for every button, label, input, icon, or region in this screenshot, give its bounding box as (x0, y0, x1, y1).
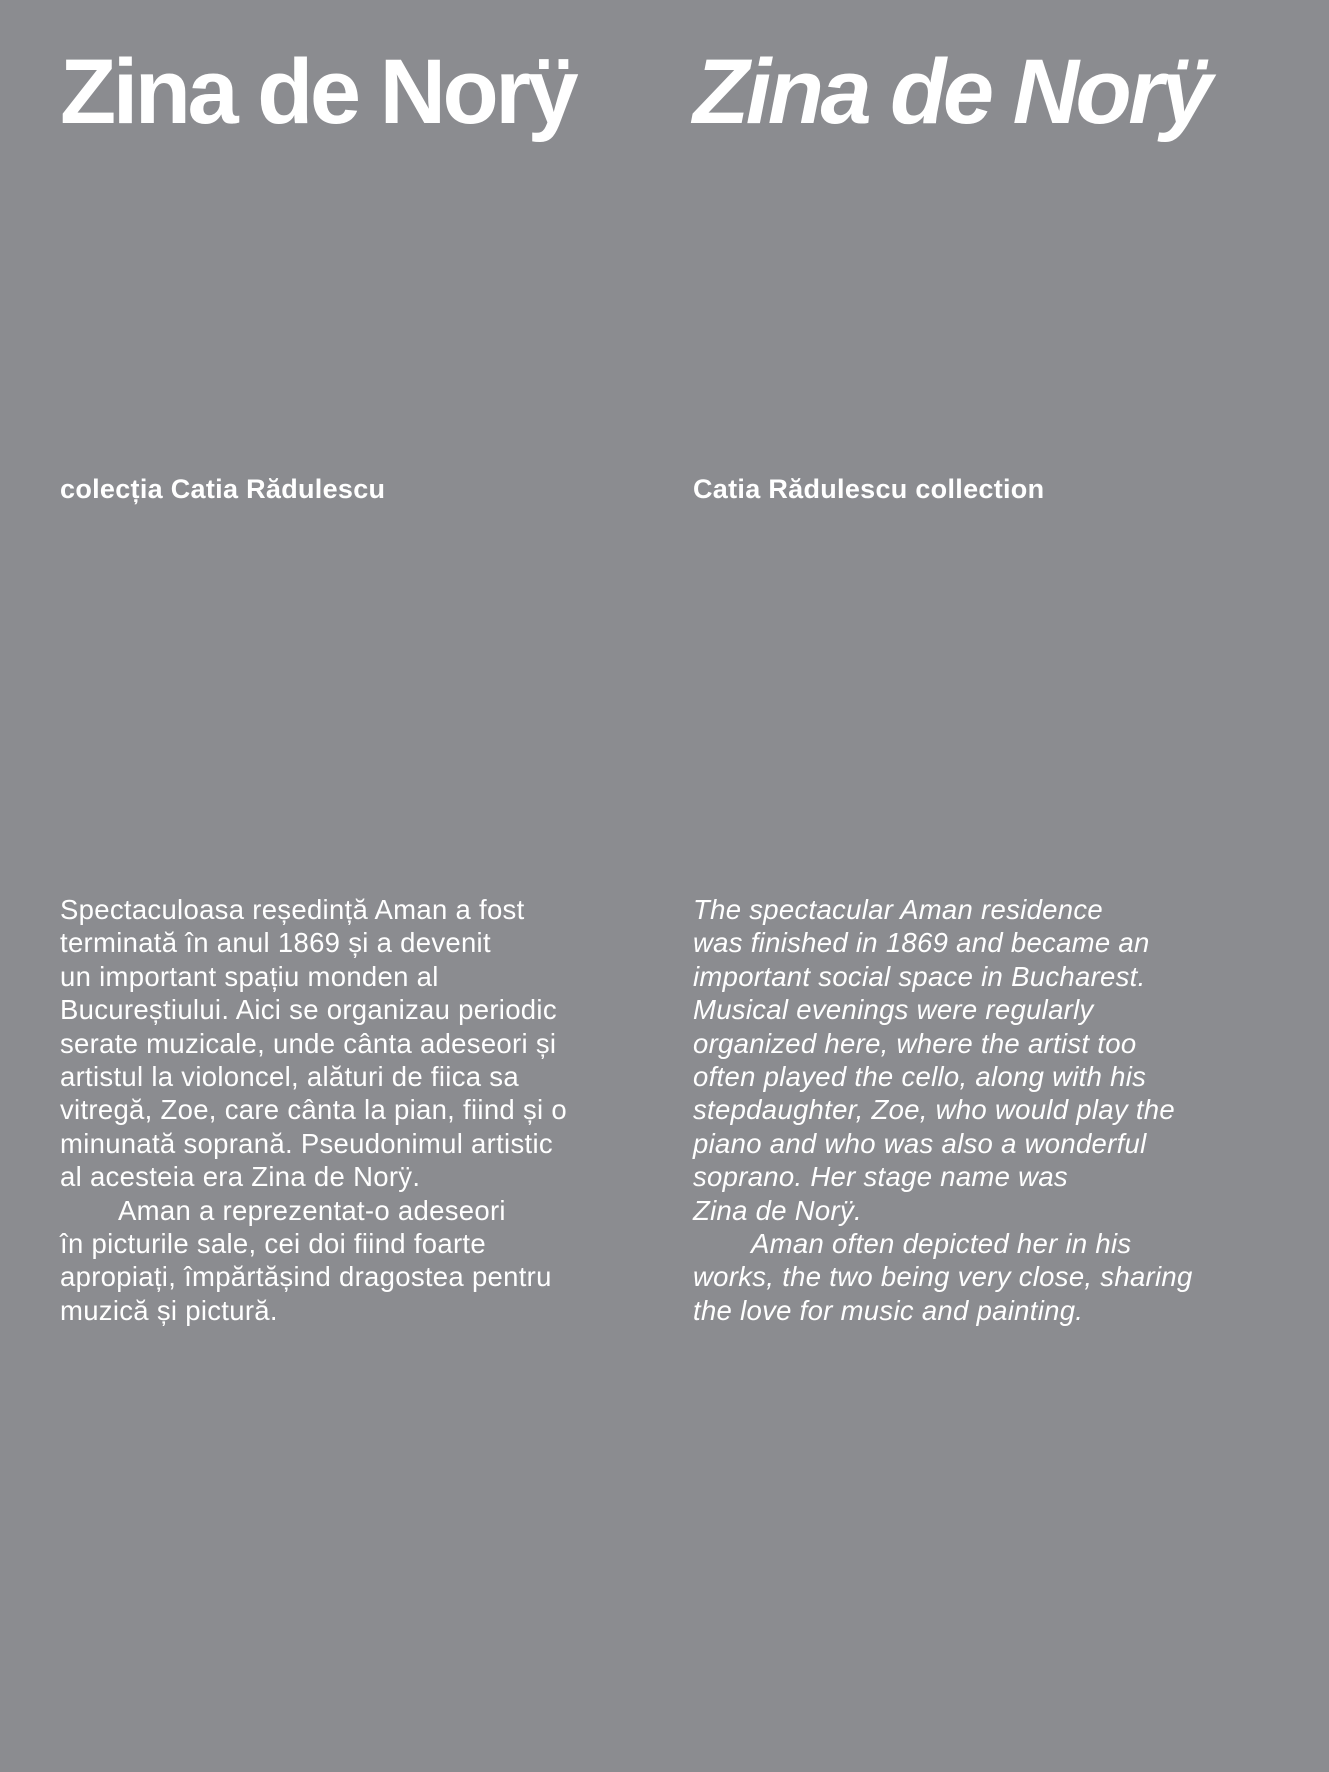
text-line: works, the two being very close, sharing (693, 1261, 1193, 1293)
text-line: stepdaughter, Zoe, who would play the (693, 1094, 1175, 1126)
paragraph-english (693, 893, 1193, 1327)
subtitle-romanian: colecția Catia Rădulescu (60, 474, 386, 504)
text-line: în picturile sale, cei doi fiind foarte (60, 1228, 486, 1260)
text-line-indented: Aman often depicted her in his (751, 1228, 1132, 1260)
text-line: al acesteia era Zina de Norÿ. (60, 1161, 421, 1193)
text-line: often played the cello, along with his (693, 1061, 1147, 1093)
text-line: organized here, where the artist too (693, 1027, 1137, 1059)
text-line: piano and who was also a wonderful (693, 1127, 1147, 1159)
text-line: soprano. Her stage name was (693, 1161, 1068, 1193)
romanian-column (60, 0, 640, 1772)
text-line: Musical evenings were regularly (693, 994, 1094, 1026)
text-line: was finished in 1869 and became an (693, 927, 1150, 959)
text-line: un important spațiu monden al (60, 960, 439, 992)
text-line: the love for music and painting. (693, 1294, 1084, 1326)
title-romanian: Zina de Norÿ (60, 41, 576, 143)
text-line: apropiați, împărtășind dragostea pentru (60, 1261, 552, 1293)
text-line-indented: Aman a reprezentat-o adeseori (118, 1194, 506, 1226)
text-line: Spectaculoasa reședință Aman a fost (60, 894, 525, 925)
text-line: muzică și pictură. (60, 1294, 278, 1326)
text-line: minunată soprană. Pseudonimul artistic (60, 1127, 553, 1159)
text-line: Zina de Norÿ. (693, 1194, 862, 1226)
text-line: important social space in Bucharest. (693, 960, 1146, 992)
text-line: serate muzicale, unde cânta adeseori și (60, 1027, 557, 1059)
text-line: vitregă, Zoe, care cânta la pian, fiind și o (60, 1094, 567, 1126)
text-line: artistul la violoncel, alături de fiica sa (60, 1061, 519, 1093)
english-column (693, 0, 1283, 1772)
paragraph-romanian (60, 893, 567, 1327)
text-line: terminată în anul 1869 și a devenit (60, 927, 491, 959)
text-line: The spectacular Aman residence (693, 894, 1103, 925)
text-line: Bucureștiului. Aici se organizau periodic (60, 994, 557, 1026)
subtitle-english: Catia Rădulescu collection (693, 474, 1045, 504)
title-english: Zina de Norÿ (693, 41, 1209, 143)
